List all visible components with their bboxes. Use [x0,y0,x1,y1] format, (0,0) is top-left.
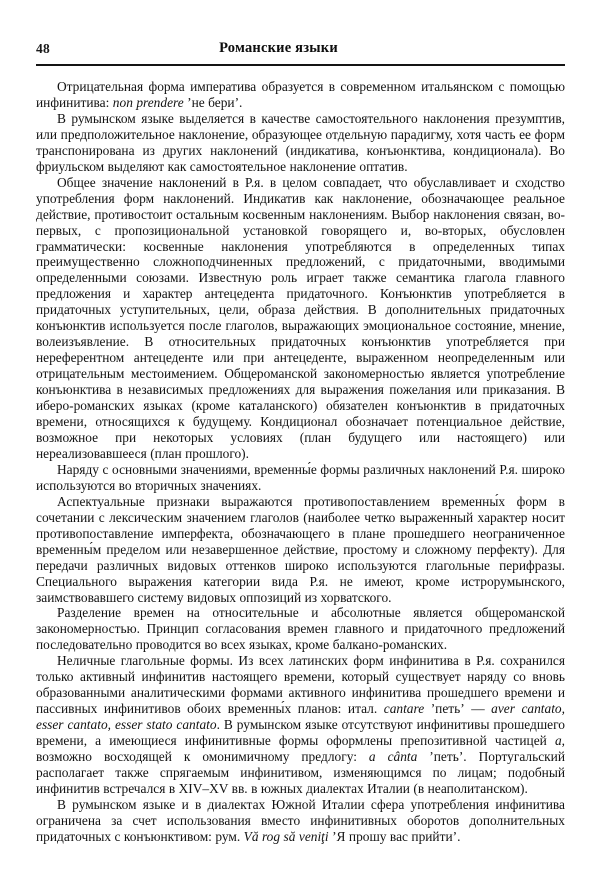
italic-term: aver cantato, esser cantato, esser stato cantato [36,701,565,733]
running-head-title: Романские языки [219,40,338,56]
text-run: Общее значение наклонений в Р.я. в целом совпадает, что обуславливает и сходство употребления форм наклонений. Индикатив как наклонение, обозначающее реальное действие, противостоит остальным косвенным наклонениям. Выбор наклонения связан, во-первых, с пропозициональной установкой говорящего и, во-вторых, обусловлен грамматически: косвенные наклонения употребляются в определенных типах преимущественно сложноподчиненных предложений, с придаточными, вводимыми определенными союзами. Известную роль играет также семантика глагола главного предложения и характер антецедента придаточного. Конъюнктив употребляется в придаточных уступительных, цели, образа действия. В дополнительных придаточных конъюнктив используется после глаголов, выражающих эмоциональное состояние, мнение, волеизъявление. В относительных придаточных конъюнктив употребляется при нереферентном антецеденте или при антецеденте, выраженном неопределенным или отрицательным местоимением. Общероманской закономерностью является употребление конъюнктива в независимых предложениях для выражения пожелания или приказания. В иберо-романских языках (кроме каталанского) обязателен конъюнктив в придаточных времени, относящихся к будущему. Кондиционал обозначает потенциальное действие, возможное при некоторых условиях (план будущего или настоящего) или нереализовавшееся (план прошлого). [36,174,565,461]
text-run: Отрицательная форма императива образуется в современном итальянском с помощью инфинитива: [36,79,565,110]
body-paragraph [36,797,565,845]
text-run: ʼпетьʼ. Португальский располагает также спрягаемым инфинитивом, изменяющимся по лицам; подобный инфинитив встречался в XIV–XV вв. в южных диалектах Италии (в неаполитанском). [36,749,565,796]
italic-term: non prendere [112,94,184,110]
body-paragraph [36,175,565,462]
text-run: ʼпетьʼ — [424,701,492,717]
italic-term: a [554,733,562,749]
text-run: Разделение времен на относительные и абсолютные является общероманской закономерностью. Принцип согласования времен главного и придаточного предложений последовательно проводится во всех языках, кроме балкано-романских. [36,605,565,653]
text-run: , возможно восходящей к омонимичному предлогу: [36,733,565,765]
text-run: Неличные глагольные формы. Из всех латинских форм инфинитива в Р.я. сохранился только активный инфинитив настоящего времени, который существует наряду со вновь образованными аналитическими формами активного инфинитива прошедшего времени и пассивных инфинитивов обоих временны́х планов: итал. [36,653,565,717]
italic-term: Vă rog să veniţi [243,828,329,844]
text-run: . В румынском языке отсутствуют инфинитивы прошедшего времени, а имеющиеся инфинитивные формы оформлены препозитивной частицей [36,717,565,749]
body-paragraph [36,111,565,175]
body-paragraph [36,79,565,111]
text-run: В румынском языке и в диалектах Южной Италии сфера употребления инфинитива ограничена за счет использования вместо инфинитивных оборотов дополнительных придаточных с конъюнктивом: рум. [36,796,565,844]
italic-term: a cânta [368,749,418,765]
body-paragraph [36,462,565,494]
text-run: Аспектуальные признаки выражаются противопоставлением временны́х форм в сочетании с лексическим значением глаголов (наиболее четко выраженный характер носит противопоставление имперфекта, обозначающего в плане прошедшего неограниченное временны́м пределом или незавершенное действие, простому и сложному перфекту). Для передачи различных видовых оттенков широко используются глагольные перифразы. Специального выражения категории вида Р.я. не имеют, кроме истрорумынского, заимствовавшего систему видовых оппозиций из хорватского. [36,493,565,605]
text-run: В румынском языке выделяется в качестве самостоятельного наклонения презумптив, или предположительное наклонение, образующее отдельную парадигму, хотя часть ее форм транспонирована из других наклонений (индикатива, конъюнктива, кондиционала). Во фриульском выделяют как самостоятельное наклонение оптатив. [36,110,565,174]
italic-term: cantare [383,701,425,717]
page-number: 48 [36,41,51,56]
body-paragraph [36,605,565,653]
body-paragraph [36,653,565,797]
header-divider-rule [36,64,565,66]
text-run: ʼЯ прошу вас прийтиʼ. [328,828,461,844]
body-text-column [36,79,565,845]
running-head [36,40,565,62]
text-run: Наряду с основными значениями, временны́е формы различных наклонений Р.я. широко используются во вторичных значениях. [36,461,565,493]
body-paragraph [36,494,565,606]
text-run: ʼне бериʼ. [183,94,243,110]
